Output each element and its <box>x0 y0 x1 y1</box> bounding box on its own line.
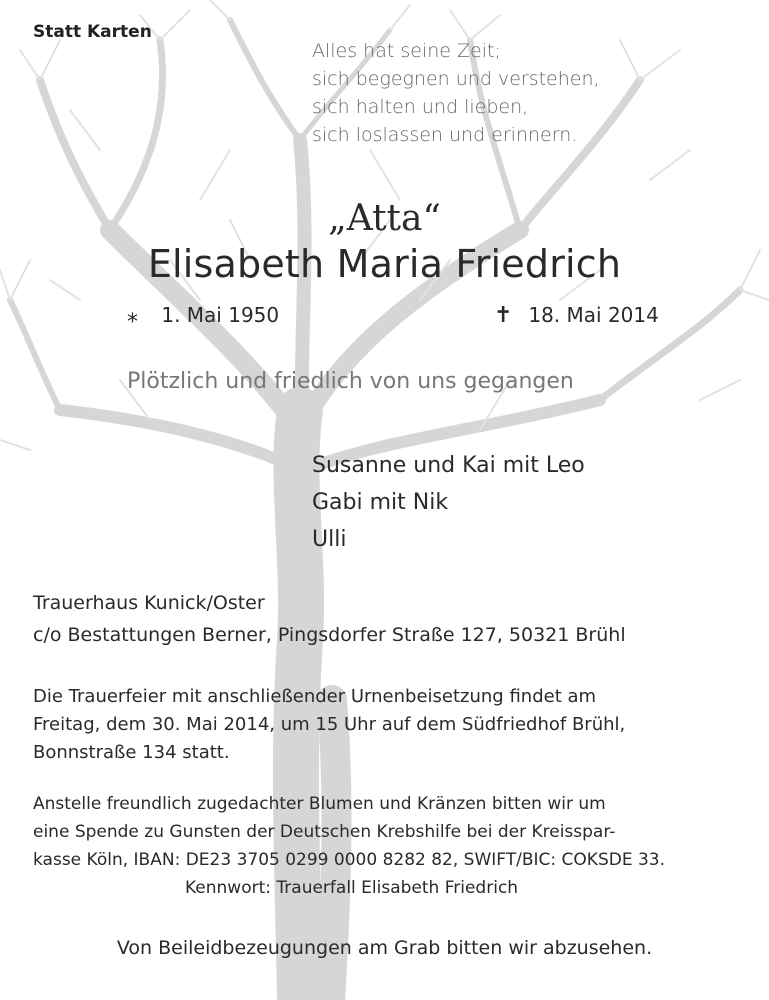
family-member: Susanne und Kai mit Leo <box>312 453 585 478</box>
poem-line: sich halten und lieben, <box>312 96 529 118</box>
death-date: 18. Mai 2014 <box>528 303 659 327</box>
family-member: Ulli <box>312 527 347 552</box>
death-date-line <box>494 303 659 328</box>
ceremony-line: Die Trauerfeier mit anschließender Urnenbeisetzung findet am <box>33 686 597 707</box>
donation-keyword: Kennwort: Trauerfall Elisabeth Friedrich <box>185 878 519 898</box>
birth-star-icon: ⁎ <box>127 303 138 328</box>
birth-date-line <box>127 303 279 328</box>
deceased-nickname: „Atta“ <box>328 198 441 239</box>
poem-line: sich begegnen und verstehen, <box>312 68 600 90</box>
donation-line: eine Spende zu Gunsten der Deutschen Krebshilfe bei der Kreisspar- <box>33 822 616 842</box>
donation-paragraph <box>33 790 743 902</box>
address-line: Trauerhaus Kunick/Oster <box>33 592 265 614</box>
donation-line: kasse Köln, IBAN: DE23 3705 0299 0000 8282 82, SWIFT/BIC: COKSDE 33. <box>33 850 666 870</box>
ceremony-line: Freitag, dem 30. Mai 2014, um 15 Uhr auf dem Südfriedhof Brühl, <box>33 714 626 735</box>
donation-line: Anstelle freundlich zugedachter Blumen und Kränzen bitten wir um <box>33 794 606 814</box>
poem-line: Alles hat seine Zeit; <box>312 40 501 62</box>
deceased-name: Elisabeth Maria Friedrich <box>147 242 622 286</box>
ceremony-paragraph <box>33 683 743 767</box>
death-cross-icon: ✝ <box>494 303 513 328</box>
address-line: c/o Bestattungen Berner, Pingsdorfer Straße 127, 50321 Brühl <box>33 624 626 646</box>
header-note: Statt Karten <box>33 22 152 42</box>
poem <box>312 37 600 149</box>
closing-note: Von Beileidbezeugungen am Grab bitten wir abzusehen. <box>116 937 653 959</box>
birth-date: 1. Mai 1950 <box>161 303 280 327</box>
ceremony-line: Bonnstraße 134 statt. <box>33 742 230 763</box>
family-member: Gabi mit Nik <box>312 490 449 515</box>
subtitle: Plötzlich und friedlich von uns gegangen <box>127 369 574 394</box>
poem-line: sich loslassen und erinnern. <box>312 124 578 146</box>
